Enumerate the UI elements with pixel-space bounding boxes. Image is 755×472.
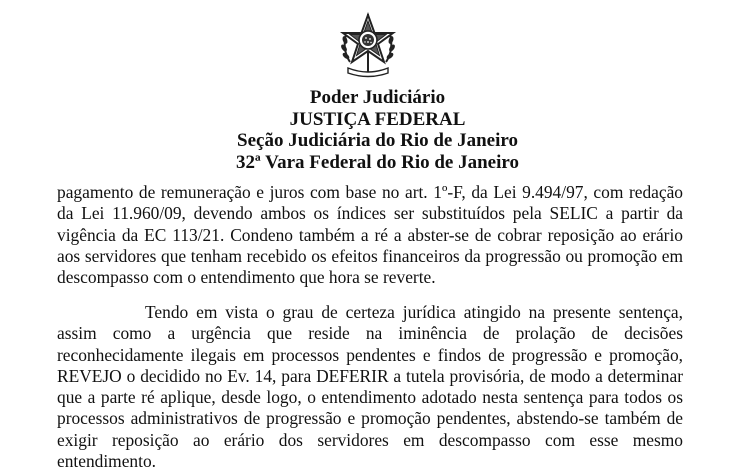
- header-line-justica-federal: JUSTIÇA FEDERAL: [289, 108, 466, 130]
- document-header: [0, 87, 755, 173]
- paragraph-2-text: Tendo em vista o grau de certeza jurídica atingido na presente sentença, assim como a urgência que reside na iminência de prolação de decisões reconhecidamente ilegais em processos pendentes e findos de progressão e promoção, REVEJO o decidido no Ev. 14, para DEFERIR a tutela provisória, de modo a determinar que a parte ré aplique, desde logo, o entendimento adotado nesta sentença para todos os processos administrativos de progressão e promoção pendentes, abstendo-se também de exigir reposição ao erário dos servidores em descompasso com esse mesmo entendimento.: [57, 302, 683, 472]
- header-line-poder-judiciario: Poder Judiciário: [309, 87, 446, 108]
- header-line-vara-federal: 32ª Vara Federal do Rio de Janeiro: [236, 151, 519, 173]
- paragraph-1-text: pagamento de remuneração e juros com base no art. 1º-F, da Lei 9.494/97, com redação da Lei 11.960/09, devendo ambos os índices ser substituídos pela SELIC a partir da vigência da EC 113/21. Condeno também a ré a abster-se de cobrar reposição ao erário aos servidores que tenham recebido os efeitos financeiros da progressão ou promoção em descompasso com o entendimento que hora se reverte.: [57, 182, 683, 288]
- body-paragraph-2: [57, 302, 683, 472]
- body-paragraph-1: [57, 182, 683, 288]
- header-line-secao-judiciaria: Seção Judiciária do Rio de Janeiro: [237, 130, 518, 151]
- brazil-coat-of-arms-icon: [338, 12, 398, 80]
